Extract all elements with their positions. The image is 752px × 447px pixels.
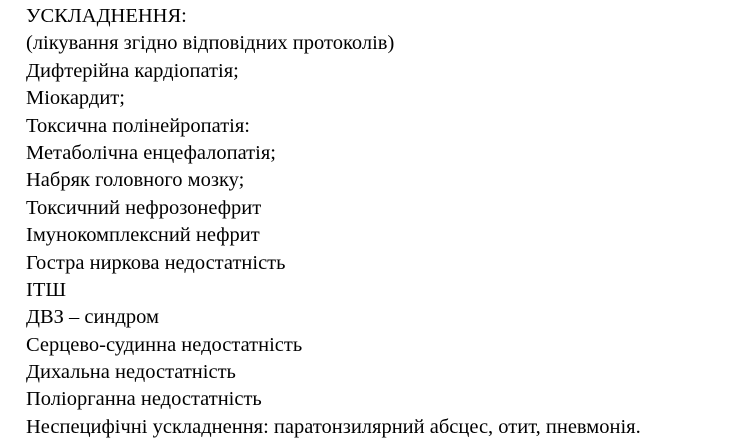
complication-item: Дифтерійна кардіопатія; — [26, 59, 239, 82]
complication-item: ІТШ — [26, 278, 67, 301]
document-body — [26, 3, 641, 441]
treatment-note: (лікування згідно відповідних протоколів) — [26, 32, 395, 55]
complication-item: Токсична полінейропатія: — [26, 114, 250, 137]
complication-item: Серцево-судинна недостатність — [26, 333, 303, 356]
complication-item: Набряк головного мозку; — [26, 169, 245, 192]
complication-item: ДВЗ – синдром — [26, 306, 159, 329]
complication-item: Гостра ниркова недостатність — [26, 251, 286, 274]
complication-item: Міокардит; — [26, 87, 125, 110]
complication-item: Імунокомплексний нефрит — [26, 224, 260, 247]
complication-item: Неспецифічні ускладнення: паратонзилярний абсцес, отит, пневмонія. — [26, 415, 641, 438]
complication-item: Поліорганна недостатність — [26, 388, 262, 411]
complication-item: Токсичний нефрозонефрит — [26, 196, 262, 219]
complication-item: Метаболічна енцефалопатія; — [26, 141, 276, 164]
complication-item: Дихальна недостатність — [26, 361, 236, 384]
complications-heading: УСКЛАДНЕННЯ: — [26, 5, 187, 27]
